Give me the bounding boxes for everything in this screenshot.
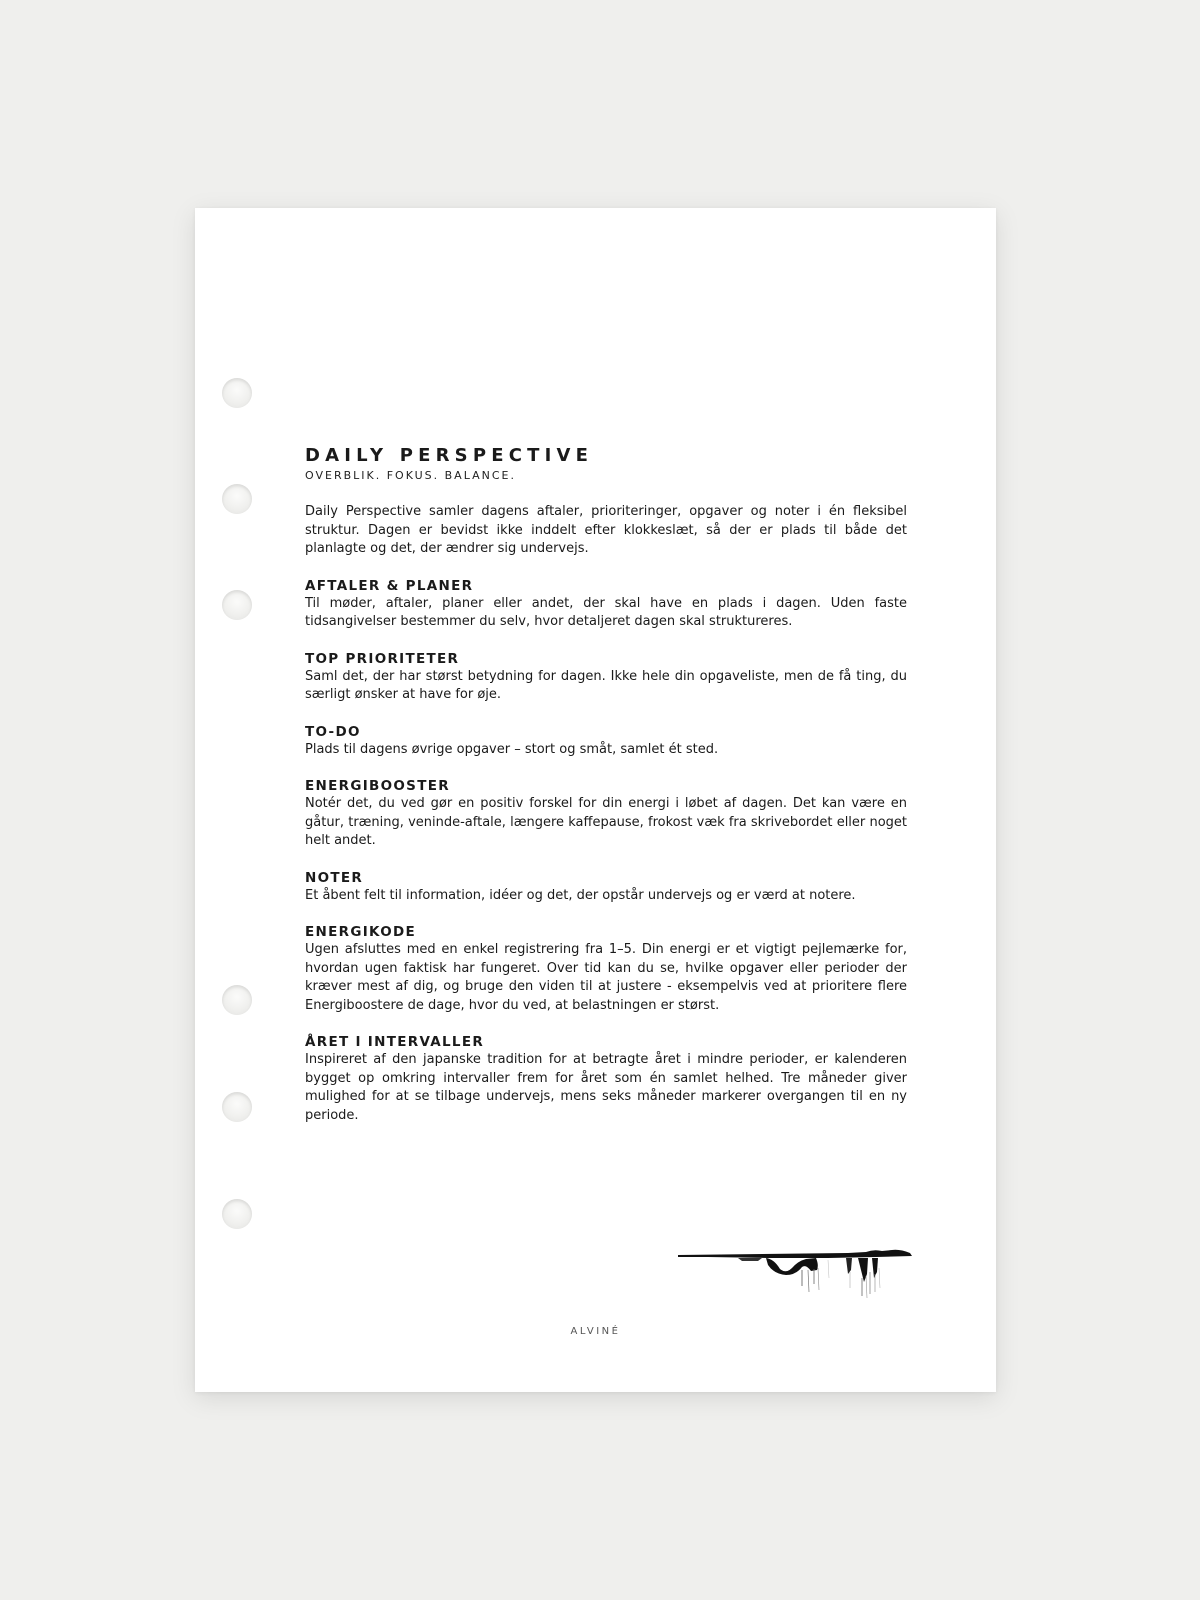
section-aaret-i-intervaller (305, 1033, 907, 1125)
page-title: DAILY PERSPECTIVE (305, 445, 594, 466)
punch-hole (222, 590, 252, 620)
section-heading: NOTER (305, 869, 364, 886)
intro-paragraph: Daily Perspective samler dagens aftaler, prioriteringer, opgaver og noter i én fleksibel struktur. Dagen er bevidst ikke inddelt efter klokkeslæt, så der er plads til både det planlagte og det, der ændrer sig undervejs. (305, 504, 907, 556)
section-heading: ÅRET I INTERVALLER (305, 1034, 485, 1050)
section-body: Saml det, der har størst betydning for dagen. Ikke hele din opgaveliste, men de få ting, du særligt ønsker at have for øje. (305, 668, 907, 702)
section-energibooster (305, 777, 907, 851)
section-to-do (305, 723, 907, 760)
section-energikode (305, 923, 907, 1015)
section-heading: ENERGIKODE (305, 924, 417, 940)
section-body: Et åbent felt til information, idéer og det, der opstår undervejs og er værd at notere. (305, 887, 856, 903)
punch-hole (222, 378, 252, 408)
section-aftaler-planer (305, 577, 907, 632)
section-top-prioriteter (305, 650, 907, 705)
ink-brush-stroke-illustration (678, 1248, 914, 1308)
punch-hole (222, 484, 252, 514)
section-body: Notér det, du ved gør en positiv forskel for din energi i løbet af dagen. Det kan være en gåtur, træning, veninde-aftale, længere kaffepause, frokost væk fra skrivebordet eller noget helt andet. (305, 796, 907, 848)
punch-hole (222, 985, 252, 1015)
section-heading: TO-DO (305, 723, 361, 740)
section-noter (305, 869, 907, 906)
brand-wordmark: ALVINÉ (570, 1326, 621, 1337)
section-body: Inspireret af den japanske tradition for at betragte året i mindre perioder, er kalenderen bygget op omkring intervaller frem for året som én samlet helhed. Tre måneder giver mulighed for at se tilbage undervejs, mens seks måneder markerer overgangen til en ny periode. (305, 1052, 907, 1123)
punch-hole (222, 1199, 252, 1229)
section-heading: AFTALER & PLANER (305, 577, 474, 594)
section-body: Til møder, aftaler, planer eller andet, der skal have en plads i dagen. Uden faste tidsangivelser bestemmer du selv, hvor detaljeret dagen skal struktureres. (305, 595, 907, 629)
section-heading: TOP PRIORITETER (305, 650, 460, 667)
section-body: Plads til dagens øvrige opgaver – stort og småt, samlet ét sted. (305, 741, 719, 757)
punch-hole (222, 1092, 252, 1122)
page-content (305, 445, 907, 1125)
planner-page (195, 208, 996, 1392)
page-subtitle: OVERBLIK. FOKUS. BALANCE. (305, 469, 516, 482)
section-body: Ugen afsluttes med en enkel registrering fra 1–5. Din energi er et vigtigt pejlemærke for, hvordan ugen faktisk har fungeret. Over tid kan du se, hvilke opgaver eller perioder der kræver mest af dig, og bruge den viden til at justere - eksempelvis ved at prioritere flere Energiboostere de dage, hvor du ved, at belastningen er størst. (305, 942, 907, 1013)
section-heading: ENERGIBOOSTER (305, 778, 450, 794)
